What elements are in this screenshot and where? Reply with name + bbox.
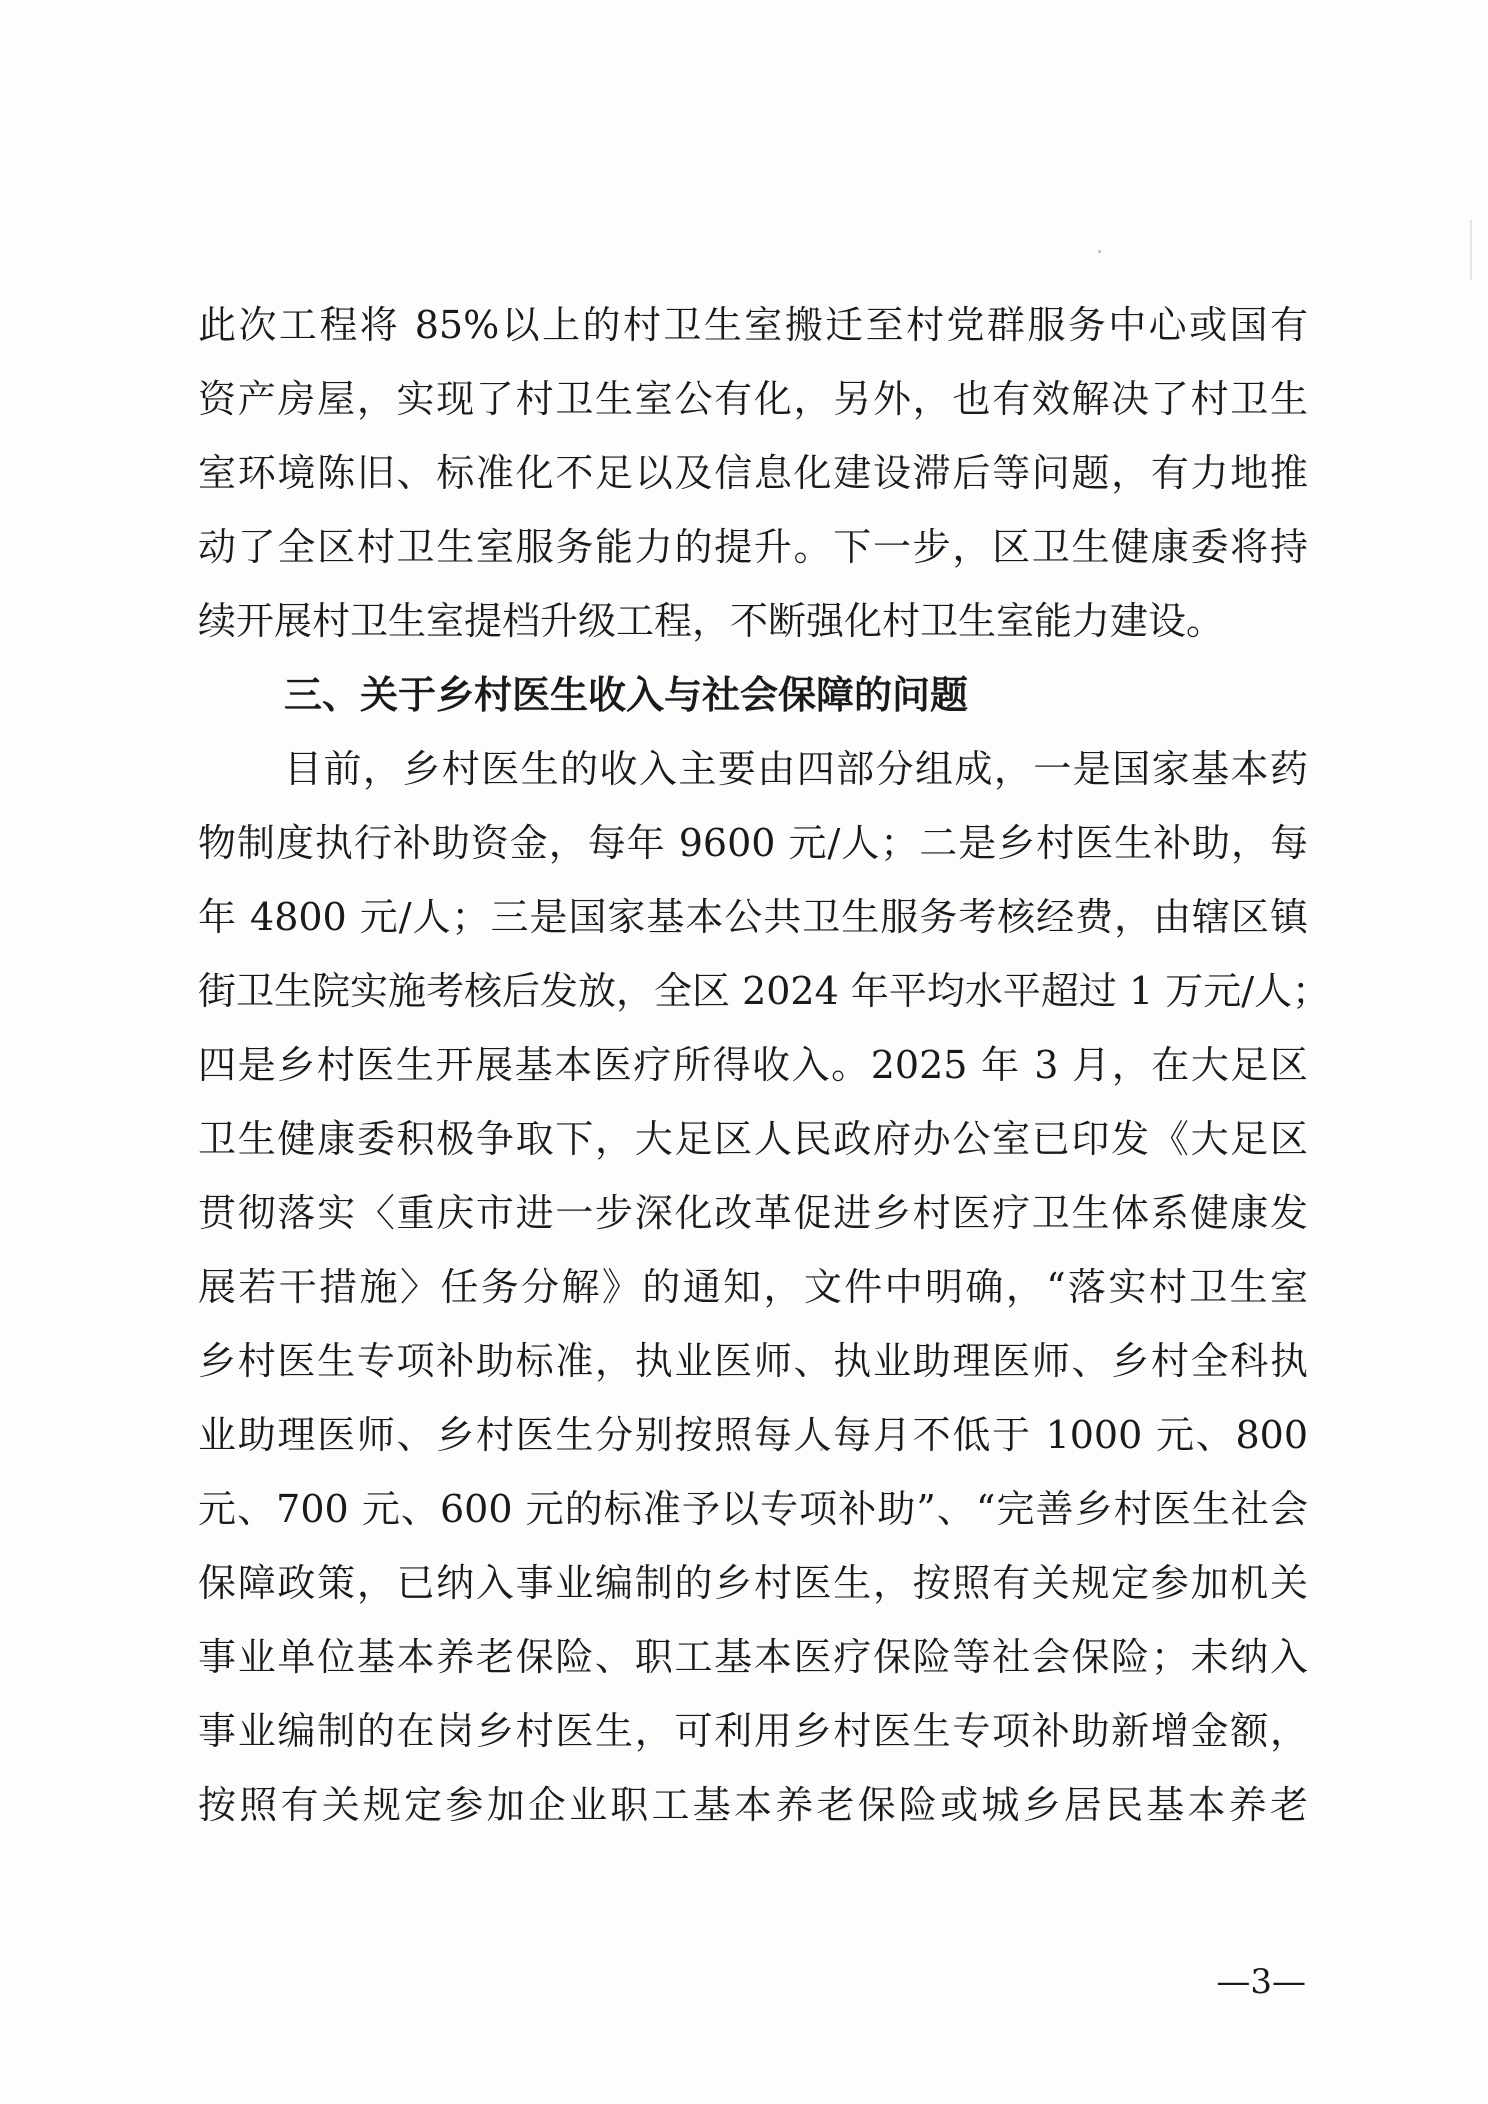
text-line: 此次工程将 85%以上的村卫生室搬迁至村党群服务中心或国有 bbox=[198, 303, 1308, 347]
text-line: 目前，乡村医生的收入主要由四部分组成，一是国家基本药 bbox=[284, 747, 1308, 791]
text-line: 年 4800 元/人；三是国家基本公共卫生服务考核经费，由辖区镇 bbox=[198, 895, 1308, 939]
scan-speck bbox=[1098, 250, 1101, 253]
text-line: 街卫生院实施考核后发放，全区 2024 年平均水平超过 1 万元/人； bbox=[198, 969, 1331, 1013]
text-line: 保障政策，已纳入事业编制的乡村医生，按照有关规定参加机关 bbox=[198, 1561, 1308, 1605]
text-line: 室环境陈旧、标准化不足以及信息化建设滞后等问题，有力地推 bbox=[198, 451, 1308, 495]
text-line: 四是乡村医生开展基本医疗所得收入。2025 年 3 月，在大足区 bbox=[198, 1043, 1308, 1087]
text-line: 物制度执行补助资金，每年 9600 元/人；二是乡村医生补助，每 bbox=[198, 821, 1308, 865]
text-line: 元、700 元、600 元的标准予以专项补助”、“完善乡村医生社会 bbox=[198, 1487, 1308, 1531]
text-line: 事业单位基本养老保险、职工基本医疗保险等社会保险；未纳入 bbox=[198, 1635, 1308, 1679]
text-line: 卫生健康委积极争取下，大足区人民政府办公室已印发《大足区 bbox=[198, 1117, 1308, 1161]
text-line: 展若干措施〉任务分解》的通知，文件中明确，“落实村卫生室 bbox=[198, 1265, 1308, 1309]
page-number: —3— bbox=[1216, 1962, 1306, 2002]
text-line: 续开展村卫生室提档升级工程，不断强化村卫生室能力建设。 bbox=[198, 599, 1225, 643]
text-line: 乡村医生专项补助标准，执业医师、执业助理医师、乡村全科执 bbox=[198, 1339, 1308, 1383]
text-line: 按照有关规定参加企业职工基本养老保险或城乡居民基本养老 bbox=[198, 1783, 1308, 1827]
document-body bbox=[198, 288, 1331, 1842]
scan-speck bbox=[1470, 220, 1472, 280]
text-line: 业助理医师、乡村医生分别按照每人每月不低于 1000 元、800 bbox=[198, 1413, 1308, 1457]
text-line: 动了全区村卫生室服务能力的提升。下一步，区卫生健康委将持 bbox=[198, 525, 1308, 569]
text-line: 贯彻落实〈重庆市进一步深化改革促进乡村医疗卫生体系健康发 bbox=[198, 1191, 1308, 1235]
section-heading: 三、关于乡村医生收入与社会保障的问题 bbox=[284, 673, 969, 717]
text-line: 事业编制的在岗乡村医生，可利用乡村医生专项补助新增金额， bbox=[198, 1709, 1308, 1753]
text-line: 资产房屋，实现了村卫生室公有化，另外，也有效解决了村卫生 bbox=[198, 377, 1308, 421]
